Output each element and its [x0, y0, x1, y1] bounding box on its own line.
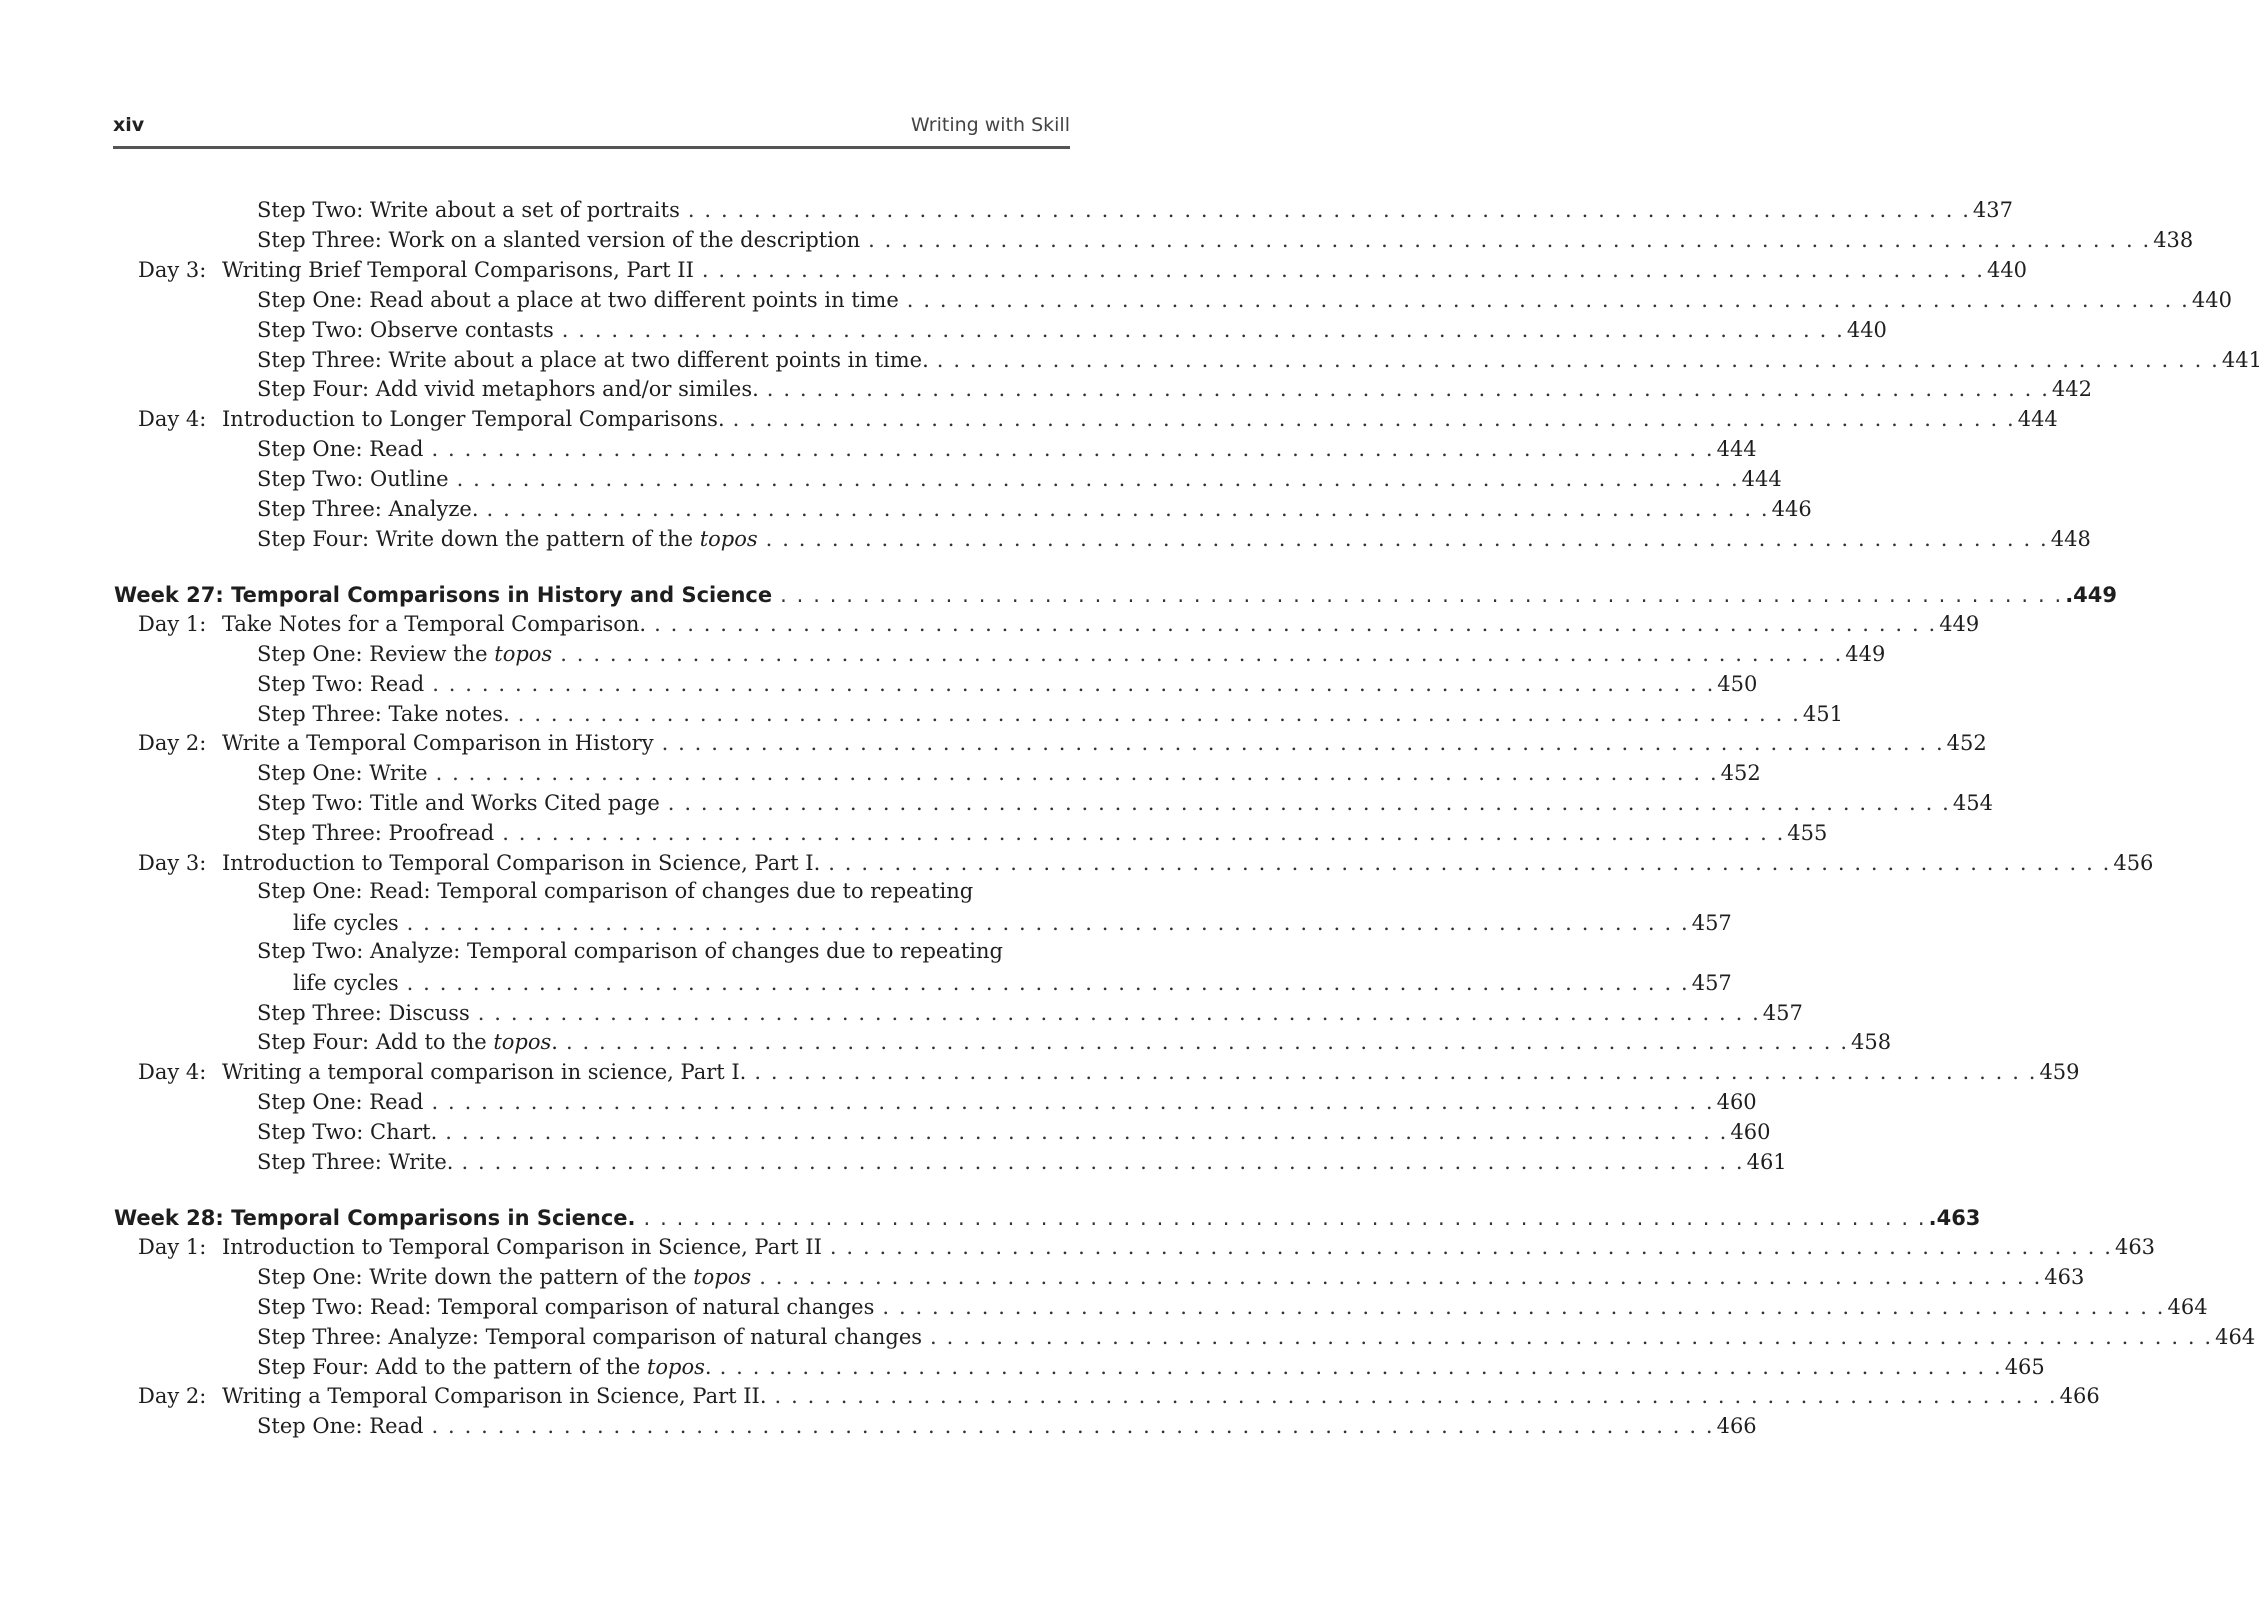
- toc-title-text: Step Four: Write down the pattern of the: [257, 526, 700, 551]
- toc-step-entry: [0, 1025, 1892, 1055]
- toc-page-number: 457: [1691, 970, 1732, 995]
- toc-day-label: Day 3:: [138, 257, 207, 282]
- toc-step-entry: [0, 193, 2014, 223]
- toc-entry-title: [257, 526, 758, 552]
- toc-title-text: Step Four: Add to the: [257, 1030, 494, 1055]
- dot-leader: [566, 1029, 1847, 1055]
- toc-step-entry: [0, 667, 1758, 697]
- toc-title-text: Week 27: Temporal Comparisons in History and Science: [114, 582, 773, 607]
- dot-leader: [733, 406, 2014, 432]
- toc-entry-title: [257, 671, 424, 697]
- toc-title-text: Introduction to Temporal Comparison in Science, Part II: [222, 1234, 822, 1259]
- dot-leader: [562, 317, 1843, 343]
- toc-step-entry: [0, 756, 1761, 786]
- toc-entry-title: [222, 1234, 822, 1260]
- toc-step-entry: [0, 697, 1843, 727]
- toc-page-number: 455: [1787, 821, 1828, 846]
- toc-entry-title: [222, 1383, 767, 1409]
- toc-day-label: Day 1:: [138, 1234, 207, 1259]
- toc-title-text: Step Two: Read: [257, 671, 425, 696]
- dot-leader: [780, 582, 2061, 608]
- toc-title-text: Step One: Write: [257, 761, 428, 786]
- toc-title-italic: topos: [699, 526, 758, 551]
- toc-title-text: Write a Temporal Comparison in History: [222, 731, 654, 756]
- dot-leader: [445, 1119, 1726, 1145]
- toc-entry-title: [114, 1205, 636, 1231]
- toc-step-entry: [0, 906, 1732, 936]
- toc-page-number: 461: [1746, 1150, 1787, 1174]
- toc-title-text: Step One: Write down the pattern of the: [257, 1264, 694, 1289]
- toc-entry-title: [222, 611, 646, 637]
- dot-leader: [662, 730, 1943, 756]
- toc-day-entry: [0, 846, 2154, 876]
- toc-title-text: Step Two: Outline: [257, 467, 449, 492]
- toc-entry-title: [257, 376, 759, 402]
- toc-entry-title: [257, 466, 449, 492]
- toc-page-number: 456: [2113, 851, 2154, 875]
- toc-entry-first-line: Step Two: Analyze: Temporal comparison of changes due to repeating: [257, 938, 1003, 963]
- toc-title-text: Step Two: Write about a set of portraits: [257, 198, 680, 222]
- toc-title-text: Step Two: Title and Works Cited page: [257, 791, 660, 816]
- toc-title-text: Step Two: Read: Temporal comparison of natural changes: [257, 1294, 875, 1319]
- toc-title-text: Step Three: Proofread: [257, 821, 495, 846]
- toc-title-text: Step One: Read: [257, 1090, 424, 1115]
- toc-day-entry: [0, 726, 1987, 756]
- toc-entry-title: [257, 1354, 712, 1380]
- toc-title-text: life cycles: [293, 970, 399, 995]
- toc-entry-title: [257, 347, 929, 373]
- toc-page-number: 457: [1691, 910, 1732, 935]
- toc-day-entry: [0, 402, 2058, 432]
- toc-title-suffix: .: [551, 1030, 558, 1055]
- dot-leader: [432, 1089, 1713, 1115]
- toc-step-entry: [0, 522, 2091, 552]
- toc-entry-title: [293, 970, 399, 996]
- toc-title-text: Writing a Temporal Comparison in Science, Part II.: [222, 1384, 767, 1409]
- toc-title-text: Step Four: Add vivid metaphors and/or similes.: [257, 377, 759, 402]
- toc-title-text: Writing Brief Temporal Comparisons, Part II: [222, 257, 694, 282]
- toc-entry-title: [257, 1294, 874, 1320]
- running-title: Writing with Skill: [910, 114, 1070, 136]
- toc-page-number: 441: [2221, 347, 2262, 372]
- dot-leader: [436, 760, 1717, 786]
- toc-page-number: 451: [1802, 701, 1843, 726]
- toc-day-entry: [0, 607, 1980, 637]
- toc-day-entry: [0, 253, 2028, 283]
- toc-title-text: Step One: Review the: [257, 641, 495, 666]
- dot-leader: [487, 496, 1768, 522]
- toc-page-number: 465: [2004, 1354, 2045, 1379]
- toc-title-text: Take Notes for a Temporal Comparison.: [222, 611, 647, 636]
- toc-page-number: 448: [2050, 526, 2091, 551]
- toc-day-entry: [0, 1379, 2100, 1409]
- toc-entry-title: [257, 790, 660, 816]
- toc-title-italic: topos: [646, 1354, 705, 1379]
- toc-page-number: 460: [1716, 1090, 1757, 1115]
- toc-step-entry: [0, 1085, 1757, 1115]
- toc-day-label: Day 4:: [138, 1060, 207, 1085]
- toc-step-entry: [0, 1145, 1787, 1175]
- dot-leader: [830, 1234, 2111, 1260]
- toc-week-heading: [0, 1199, 1981, 1231]
- toc-entry-title: [257, 1264, 751, 1290]
- toc-entry-title: [257, 820, 494, 846]
- toc-step-entry: [0, 1115, 1771, 1145]
- dot-leader: [720, 1354, 2001, 1380]
- toc-entry-title: [257, 496, 479, 522]
- toc-title-text: Week 28: Temporal Comparisons in Science.: [114, 1205, 636, 1230]
- toc-title-text: Step Three: Analyze: Temporal comparison of natural changes: [257, 1324, 923, 1349]
- toc-step-entry: [0, 637, 1886, 667]
- dot-leader: [702, 257, 1983, 283]
- toc-title-text: Step Three: Take notes.: [257, 701, 510, 726]
- toc-step-entry: [0, 343, 2262, 373]
- toc-step-entry: [0, 313, 1887, 343]
- toc-page-number: .449: [2065, 582, 2118, 607]
- toc-title-text: Step Three: Analyze.: [257, 497, 479, 521]
- toc-page-number: 437: [1972, 198, 2014, 222]
- toc-title-text: Step Two: Chart.: [257, 1120, 438, 1145]
- toc-step-entry: [0, 432, 1757, 462]
- dot-leader: [868, 227, 2149, 253]
- toc-entry-title: [257, 1119, 437, 1145]
- toc-step-entry: [0, 283, 2232, 313]
- toc-page-number: 458: [1851, 1030, 1892, 1055]
- dot-leader: [407, 910, 1688, 936]
- toc-entry-title: [293, 910, 399, 936]
- toc-page-number: .463: [1928, 1205, 1981, 1230]
- toc-title-text: Step Three: Work on a slanted version of the description: [257, 227, 861, 252]
- toc-step-entry: [0, 1290, 2208, 1320]
- toc-step-entry: [0, 966, 1732, 996]
- dot-leader: [432, 436, 1713, 462]
- toc-entry-title: [257, 227, 860, 253]
- toc-page-number: 457: [1762, 1000, 1803, 1025]
- toc-title-text: Step One: Read about a place at two different points in time: [257, 287, 899, 312]
- toc-title-text: Introduction to Longer Temporal Comparisons.: [222, 407, 725, 432]
- toc-step-entry: [0, 492, 1812, 522]
- dot-leader: [668, 790, 1949, 816]
- toc-page-number: 449: [1845, 641, 1886, 666]
- dot-leader: [828, 850, 2109, 876]
- toc-page-number: 464: [2167, 1294, 2208, 1319]
- toc-step-entry: [0, 223, 2194, 253]
- toc-entry-first-line: Step One: Read: Temporal comparison of changes due to repeating: [257, 878, 974, 903]
- dot-leader: [560, 641, 1841, 667]
- toc-entry-title: [257, 760, 428, 786]
- toc-page-number: 466: [2059, 1384, 2100, 1409]
- toc-step-entry: [0, 1260, 2085, 1290]
- toc-title-text: Step Three: Write.: [257, 1150, 454, 1174]
- toc-entry-title: [222, 1059, 746, 1085]
- toc-title-italic: topos: [493, 1030, 552, 1055]
- toc-entry-title: [257, 436, 424, 462]
- toc-page-number: 444: [1741, 467, 1782, 492]
- toc-step-entry: [0, 996, 1803, 1026]
- dot-leader: [407, 970, 1688, 996]
- toc-entry-title: [257, 701, 510, 727]
- toc-title-text: Introduction to Temporal Comparison in Science, Part I.: [222, 851, 821, 875]
- toc-page-number: 440: [1986, 257, 2028, 282]
- toc-entry-title: [257, 1413, 424, 1439]
- toc-entry-title: [257, 287, 899, 313]
- toc-page-number: 449: [1939, 611, 1980, 636]
- toc-page-number: 459: [2039, 1060, 2080, 1085]
- toc-title-italic: topos: [693, 1264, 752, 1289]
- toc-day-label: Day 4:: [138, 407, 207, 432]
- toc-title-suffix: .: [704, 1354, 712, 1379]
- toc-page-number: 438: [2153, 227, 2194, 252]
- toc-entry-title: [114, 582, 772, 608]
- toc-step-entry: [0, 786, 1993, 816]
- toc-page-number: 450: [1717, 671, 1758, 696]
- toc-entry-title: [257, 1000, 470, 1026]
- dot-leader: [937, 347, 2218, 373]
- dot-leader: [518, 701, 1799, 727]
- toc-title-text: life cycles: [293, 910, 399, 935]
- dot-leader: [907, 287, 2188, 313]
- toc-page-number: 463: [2114, 1234, 2156, 1259]
- toc-page-number: 460: [1730, 1120, 1771, 1145]
- toc-title-text: Step Three: Discuss: [257, 1000, 470, 1025]
- dot-leader: [759, 1264, 2040, 1290]
- dot-leader: [766, 526, 2047, 552]
- toc-page-number: 442: [2051, 377, 2092, 402]
- toc-step-entry: [0, 816, 1828, 846]
- toc-title-italic: topos: [494, 641, 553, 666]
- toc-entry-title: [257, 1029, 558, 1055]
- toc-entry-title: [222, 257, 694, 283]
- toc-day-entry: [0, 1055, 2080, 1085]
- page-number: xiv: [113, 114, 145, 136]
- dot-leader: [688, 197, 1969, 223]
- dot-leader: [478, 1000, 1759, 1026]
- dot-leader: [432, 671, 1713, 697]
- toc-entry-title: [257, 1149, 454, 1175]
- toc-entry-title: [257, 641, 552, 667]
- toc-title-text: Step Two: Observe contasts: [257, 317, 554, 342]
- toc-entry-title: [257, 317, 554, 343]
- toc-step-entry: [0, 372, 2092, 402]
- toc-title-text: Step One: Read: [257, 1414, 424, 1439]
- toc-entry-title: [222, 406, 725, 432]
- toc-title-text: Writing a temporal comparison in science, Part I.: [222, 1060, 747, 1085]
- toc-page-number: 440: [2191, 287, 2232, 312]
- toc-page-number: 464: [2215, 1324, 2256, 1349]
- toc-entry-title: [257, 1324, 922, 1350]
- toc-entry-title: [257, 1089, 424, 1115]
- toc-entry-title: [222, 850, 820, 876]
- toc-page-number: 452: [1946, 731, 1987, 756]
- toc-step-entry: [0, 1350, 2045, 1380]
- dot-leader: [775, 1383, 2056, 1409]
- toc-title-text: Step Three: Write about a place at two different points in time.: [257, 347, 929, 372]
- toc-page-number: 463: [2044, 1264, 2085, 1289]
- toc-week-heading: [0, 576, 2118, 608]
- toc-page-number: 454: [1952, 791, 1993, 816]
- toc-day-label: Day 1:: [138, 611, 207, 636]
- dot-leader: [930, 1324, 2211, 1350]
- dot-leader: [754, 1059, 2035, 1085]
- dot-leader: [462, 1149, 1743, 1175]
- dot-leader: [502, 820, 1783, 846]
- dot-leader: [882, 1294, 2163, 1320]
- toc-page-number: 466: [1716, 1414, 1757, 1439]
- toc-page-number: 444: [2017, 407, 2058, 432]
- toc-day-label: Day 2:: [138, 731, 207, 756]
- toc-page-number: 440: [1846, 317, 1887, 342]
- toc-entry-title: [222, 730, 654, 756]
- toc-day-label: Day 2:: [138, 1384, 207, 1409]
- dot-leader: [457, 466, 1738, 492]
- toc-title-text: Step Four: Add to the pattern of the: [257, 1354, 647, 1379]
- toc-step-entry: [0, 462, 1782, 492]
- toc-entry-title: [257, 197, 680, 223]
- dot-leader: [767, 376, 2048, 402]
- toc-page-number: 446: [1771, 497, 1812, 521]
- toc-day-label: Day 3:: [138, 851, 207, 875]
- toc-title-text: Step One: Read: [257, 437, 424, 462]
- toc-step-entry: [0, 1320, 2256, 1350]
- toc-day-entry: [0, 1230, 2156, 1260]
- toc-step-entry: [0, 1409, 1757, 1439]
- dot-leader: [654, 611, 1935, 637]
- toc-page-number: 444: [1716, 437, 1757, 462]
- dot-leader: [432, 1413, 1713, 1439]
- dot-leader: [644, 1205, 1925, 1231]
- toc-page-number: 452: [1720, 761, 1761, 786]
